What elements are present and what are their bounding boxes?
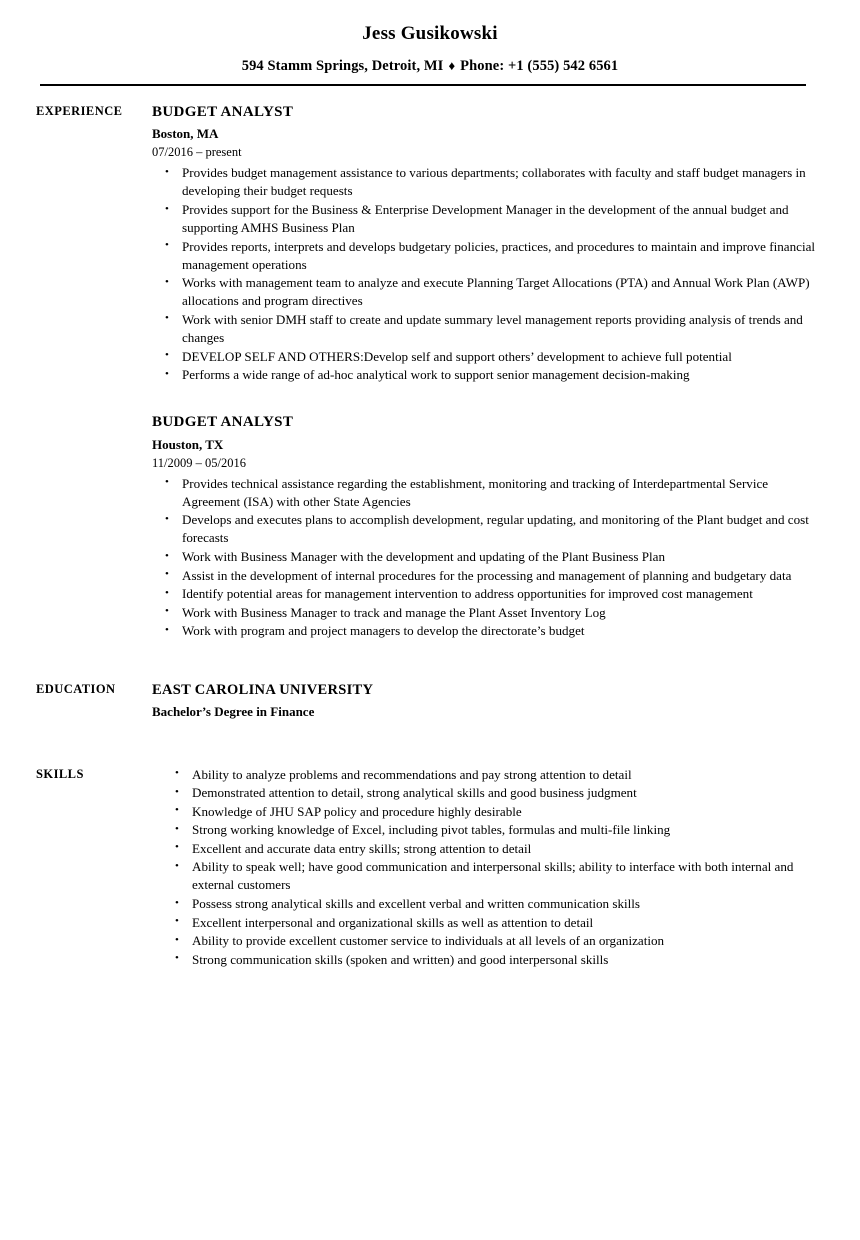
- job-entry: [152, 413, 820, 640]
- section-education: [0, 681, 860, 721]
- resume-header: [0, 0, 860, 86]
- degree-name: Bachelor’s Degree in Finance: [152, 703, 315, 719]
- list-item: • Provides support for the Business & Enterprise Development Manager in the development of the annual budget and supporting AMHS Business Plan: [162, 201, 820, 237]
- skills-list: [152, 766, 820, 969]
- job-title: BUDGET ANALYST: [152, 103, 294, 120]
- contact-phone: Phone: +1 (555) 542 6561: [460, 57, 619, 74]
- list-item: • Strong communication skills (spoken and written) and good interpersonal skills: [172, 951, 820, 969]
- header-divider: [40, 84, 806, 86]
- education-body: [152, 681, 860, 721]
- list-item: • Assist in the development of internal procedures for the processing and management of planning and budgetary data: [162, 567, 820, 585]
- list-item: • Provides reports, interprets and develops budgetary policies, practices, and procedures to maintain and improve financial management operations: [162, 238, 820, 274]
- list-item: • Provides budget management assistance to various departments; collaborates with faculty and staff budget managers in developing their budget requests: [162, 164, 820, 200]
- section-experience: [0, 103, 860, 641]
- list-item: • Ability to provide excellent customer service to individuals at all levels of an organization: [172, 932, 820, 950]
- job-responsibility-list: [152, 164, 820, 384]
- diamond-separator-icon: ♦: [448, 57, 456, 73]
- job-responsibility-list: [152, 475, 820, 641]
- list-item: • Excellent and accurate data entry skills; strong attention to detail: [172, 840, 820, 858]
- list-item: • Excellent interpersonal and organizational skills as well as attention to detail: [172, 914, 820, 932]
- section-skills: [0, 766, 860, 970]
- list-item: • Strong working knowledge of Excel, including pivot tables, formulas and multi-file linking: [172, 821, 820, 839]
- list-item: • Ability to analyze problems and recommendations and pay strong attention to detail: [172, 766, 820, 784]
- job-location: Houston, TX: [152, 436, 224, 452]
- list-item: • Work with Business Manager with the development and updating of the Plant Business Plan: [162, 548, 820, 566]
- education-entry: [152, 681, 820, 721]
- list-item: • Develops and executes plans to accomplish development, regular updating, and monitoring of the Plant budget and cost forecasts: [162, 511, 820, 547]
- contact-line: [0, 58, 860, 75]
- contact-address: 594 Stamm Springs, Detroit, MI: [241, 57, 444, 74]
- list-item: • Ability to speak well; have good communication and interpersonal skills; ability to interface with both internal and external customers: [172, 858, 820, 894]
- list-item: • Work with Business Manager to track and manage the Plant Asset Inventory Log: [162, 604, 820, 622]
- list-item: • Demonstrated attention to detail, strong analytical skills and good business judgment: [172, 784, 820, 802]
- section-label-education: EDUCATION: [36, 681, 116, 696]
- job-dates: 11/2009 – 05/2016: [152, 455, 246, 470]
- list-item: • Knowledge of JHU SAP policy and procedure highly desirable: [172, 803, 820, 821]
- list-item: • Performs a wide range of ad-hoc analytical work to support senior management decision-making: [162, 366, 820, 384]
- list-item: • Possess strong analytical skills and excellent verbal and written communication skills: [172, 895, 820, 913]
- section-label-skills: SKILLS: [36, 766, 84, 781]
- skills-body: [152, 766, 860, 970]
- page-title: Jess Gusikowski: [362, 23, 498, 44]
- list-item: • Identify potential areas for management intervention to address opportunities for improved cost management: [162, 585, 820, 603]
- school-name: EAST CAROLINA UNIVERSITY: [152, 681, 374, 698]
- job-location: Boston, MA: [152, 126, 219, 142]
- list-item: • Works with management team to analyze and execute Planning Target Allocations (PTA) and Annual Work Plan (AWP) allocations and program directives: [162, 274, 820, 310]
- job-entry: [152, 103, 820, 384]
- job-dates: 07/2016 – present: [152, 145, 242, 160]
- list-item: • DEVELOP SELF AND OTHERS:Develop self and support others’ development to achieve full potential: [162, 348, 820, 366]
- section-label-experience: EXPERIENCE: [36, 103, 123, 118]
- experience-body: [152, 103, 860, 641]
- list-item: • Work with program and project managers to develop the directorate’s budget: [162, 622, 820, 640]
- list-item: • Work with senior DMH staff to create and update summary level management reports providing analysis of trends and changes: [162, 311, 820, 347]
- job-title: BUDGET ANALYST: [152, 414, 294, 431]
- list-item: • Provides technical assistance regarding the establishment, monitoring and tracking of Interdepartmental Service Agreement (ISA) with other State Agencies: [162, 475, 820, 511]
